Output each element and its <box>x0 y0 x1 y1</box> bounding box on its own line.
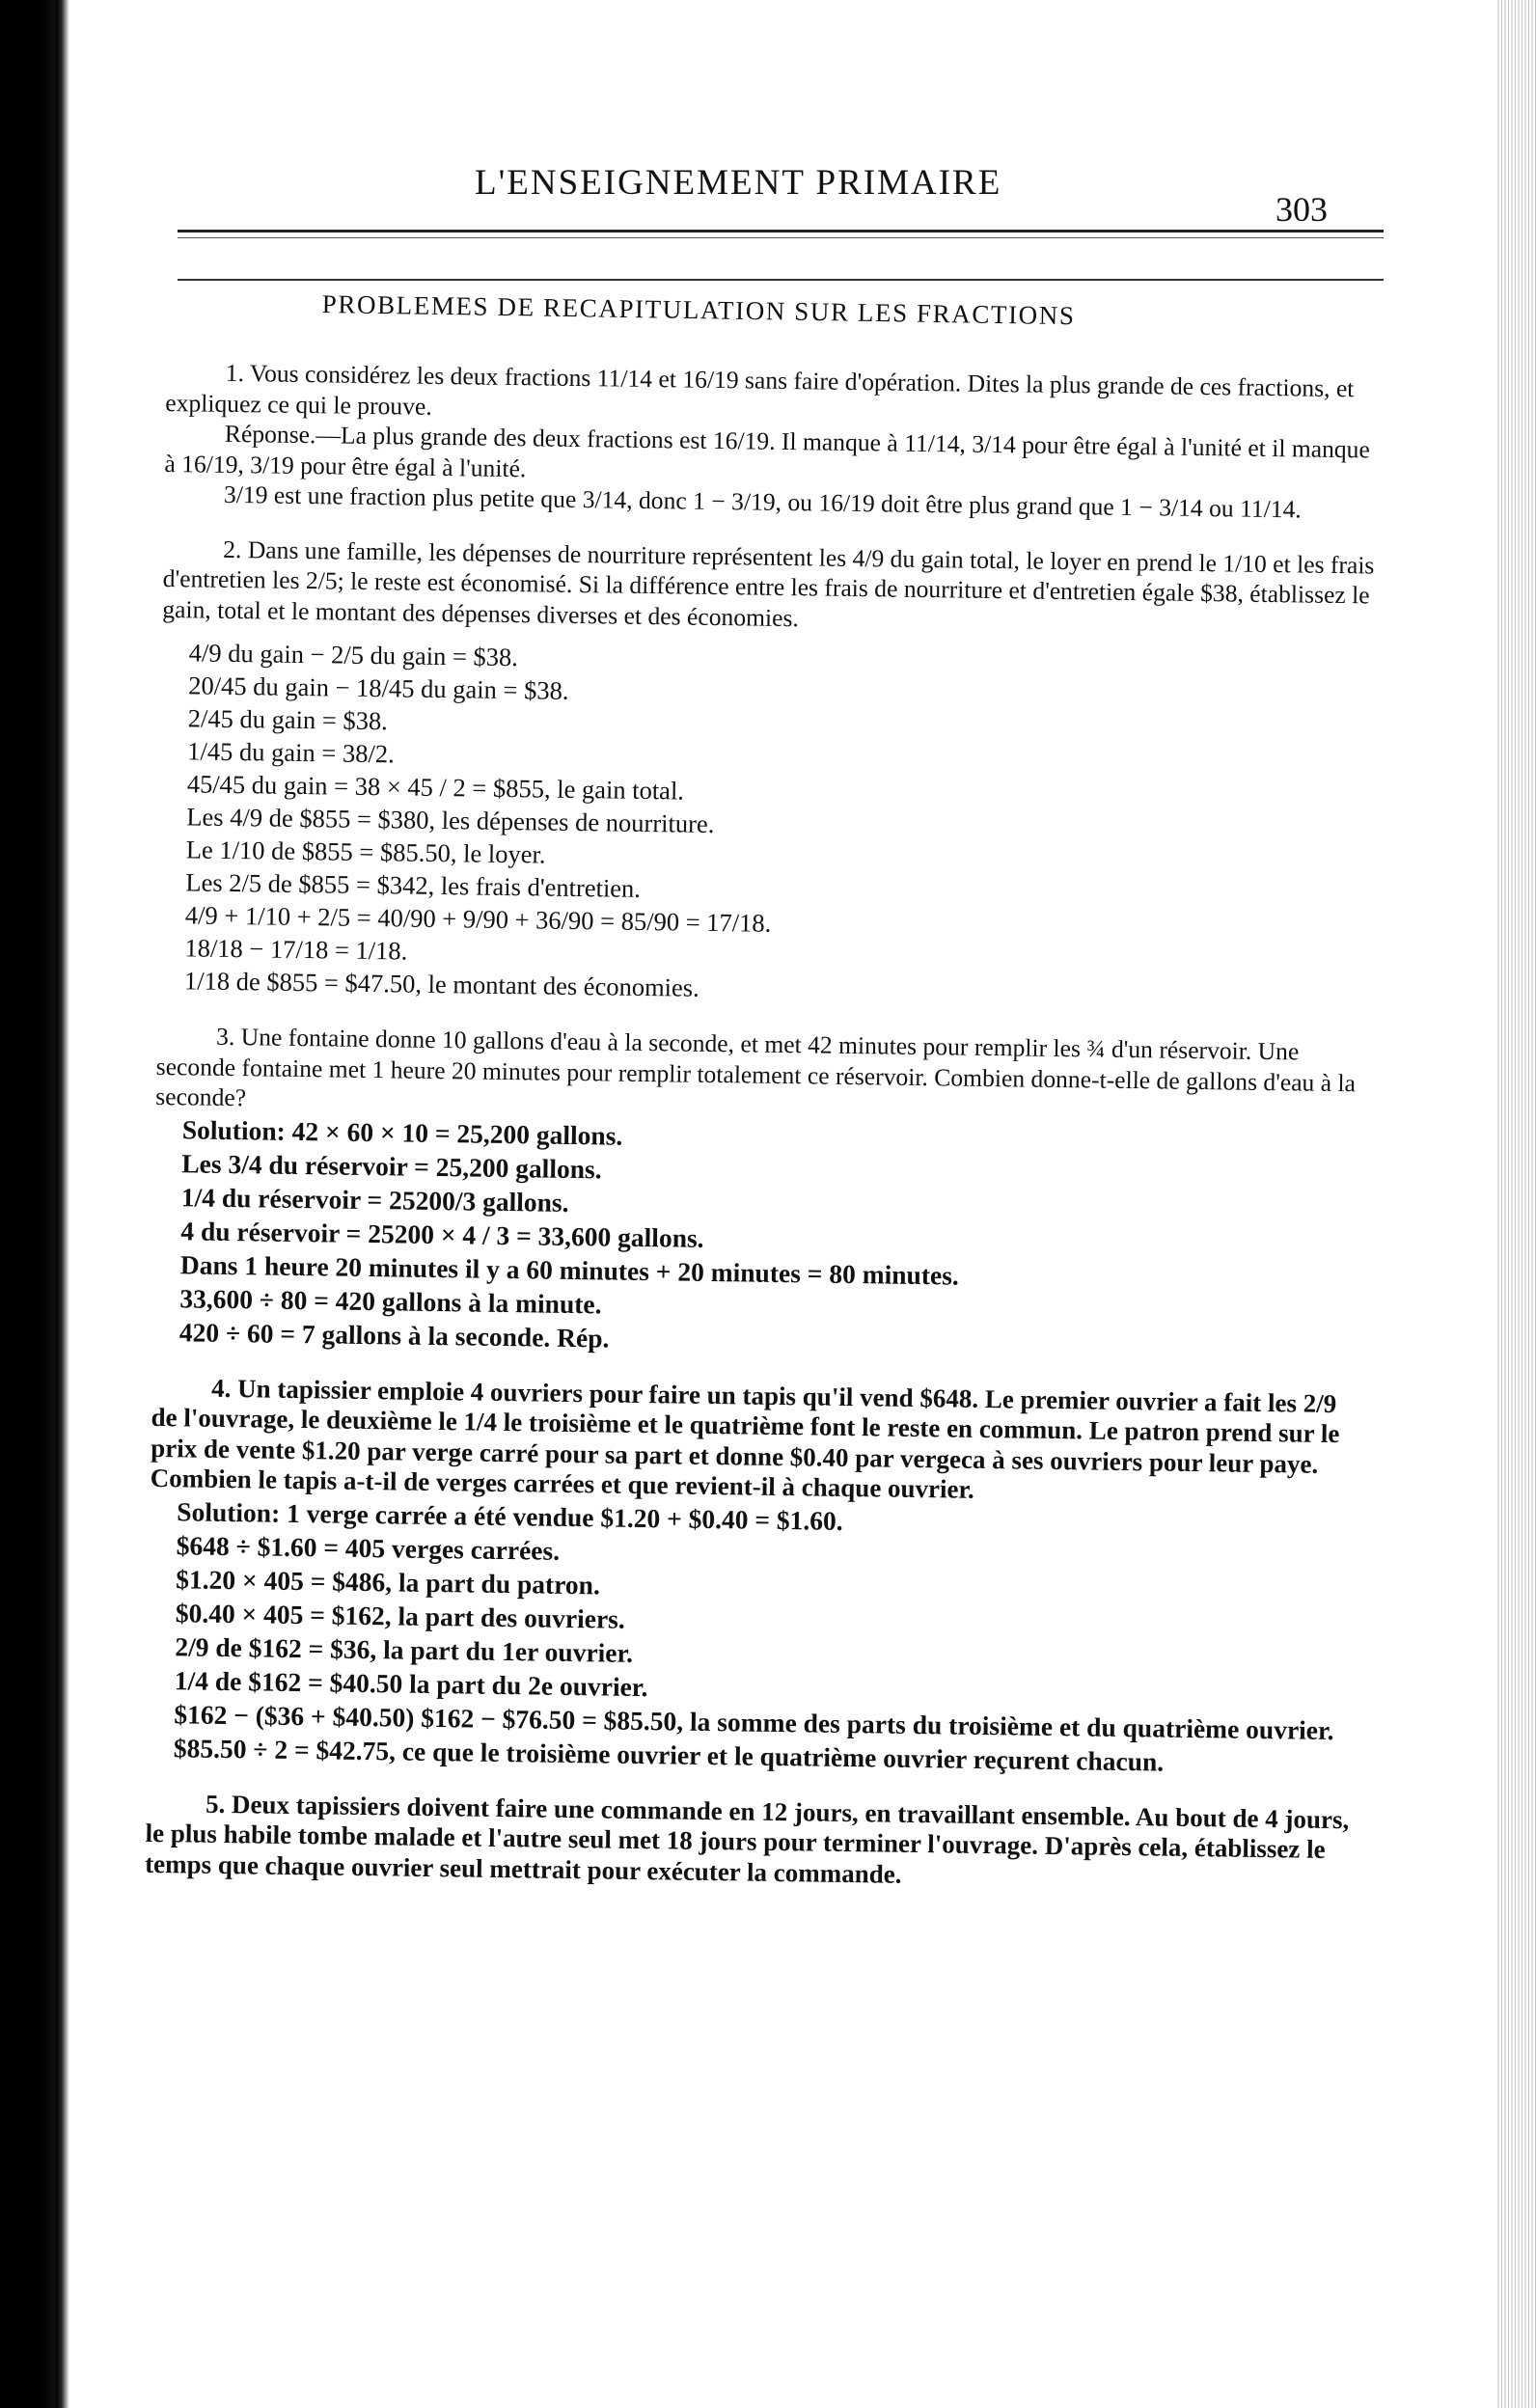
problem-3-line-7: 420 ÷ 60 = 7 gallons à la seconde. Rép. <box>178 1316 610 1354</box>
problem-5-statement: 5. Deux tapissiers doivent faire une commande en 12 jours, en travaillant ensemble. Au bout de 4 jours, le plus habile tombe malade et l'autre seul met 18 jours pour terminer l'ouvrage. D'après cela, établissez le temps que chaque ouvrier seul mettrait pour exécuter la commande. <box>144 1789 1350 1889</box>
page-number: 303 <box>1275 190 1328 229</box>
problem-3-statement: 3. Une fontaine donne 10 gallons d'eau à la seconde, et met 42 minutes pour remplir les ¾ d'un réservoir. Une seconde fontaine met 1 heure 20 minutes pour remplir totalement ce réservoir. Combien donne-t-elle de gallons d'eau à la seconde? <box>155 1022 1357 1112</box>
problem-1-answer: Réponse.—La plus grande des deux fractions est 16/19. Il manque à 11/14, 3/14 pour être égal à l'unité et il manque à 16/19, 3/19 pour être égal à l'unité. <box>164 419 1371 482</box>
problem-2-line-10: 18/18 − 17/18 = 1/18. <box>184 933 408 966</box>
problem-2-line-7: Le 1/10 de $855 = $85.50, le loyer. <box>185 835 546 869</box>
problem-2-line-9: 4/9 + 1/10 + 2/5 = 40/90 + 9/90 + 36/90 = 85/90 = 17/18. <box>184 900 772 938</box>
problem-4-statement: 4. Un tapissier emploie 4 ouvriers pour faire un tapis qu'il vend $648. Le premier ouvrier a fait les 2/9 de l'ouvrage, le deuxième le 1/4 le troisième et le quatrième font le reste en commun. Le patron prend sur le prix de vente $1.20 par verge carré pour sa part et donne $0.40 par vergeca à ses ouvriers pour leur paye. Combien le tapis a-t-il de verges carrées et que revient-il à chaque ouvrier. <box>150 1373 1340 1504</box>
problem-2-line-8: Les 2/5 de $855 = $342, les frais d'entretien. <box>185 867 642 903</box>
problem-1-answer-cont: 3/19 est une fraction plus petite que 3/14, donc 1 − 3/19, ou 16/19 doit être plus grand que 1 − 3/14 ou 11/14. <box>223 479 1303 524</box>
problem-2-line-11: 1/18 de $855 = $47.50, le montant des économies. <box>183 966 699 1002</box>
header-rule <box>178 230 1384 233</box>
problem-4-line-4: $0.40 × 405 = $162, la part des ouvriers. <box>175 1597 625 1634</box>
book-binding <box>0 0 58 2408</box>
page-gutter-shadow <box>56 0 69 2408</box>
header-rule-lower <box>178 279 1384 281</box>
problem-4-line-1: Solution: 1 verge carrée a été vendue $1.20 + $0.40 = $1.60. <box>177 1495 843 1536</box>
section-title: PROBLEMES DE RECAPITULATION SUR LES FRACTIONS <box>321 289 1076 331</box>
problem-2-statement: 2. Dans une famille, les dépenses de nourriture représentent les 4/9 du gain total, le loyer en prend le 1/10 et les frais d'entretien les 2/5; le reste est économisé. Si la différence entre les frais de nourriture et d'entretien égale $38, établissez le gain, total et le montant des dépenses diverses et des économies. <box>162 534 1375 632</box>
problem-3-line-3: 1/4 du réservoir = 25200/3 gallons. <box>180 1181 569 1218</box>
problem-3-line-5: Dans 1 heure 20 minutes il y a 60 minutes + 20 minutes = 80 minutes. <box>179 1248 960 1291</box>
problem-4-line-7: $162 − ($36 + $40.50) $162 − $76.50 = $85.50, la somme des parts du troisième et du quatrième ouvrier. <box>174 1698 1334 1745</box>
problem-2-line-5: 45/45 du gain = 38 × 45 / 2 = $855, le gain total. <box>186 769 685 806</box>
problem-1-statement: 1. Vous considérez les deux fractions 11/14 et 16/19 sans faire d'opération. Dites la plus grande de ces fractions, et expliquez ce qui le prouve. <box>165 358 1355 421</box>
page-edge-stack <box>1495 0 1536 2408</box>
book-page <box>56 0 1536 2408</box>
header-rule-thin <box>178 237 1384 238</box>
problem-2-line-4: 1/45 du gain = 38/2. <box>187 736 395 769</box>
problem-4-line-8: $85.50 ÷ 2 = $42.75, ce que le troisième ouvrier et le quatrième ouvrier reçurent chacun. <box>173 1732 1165 1777</box>
problem-2-line-3: 2/45 du gain = $38. <box>187 703 389 736</box>
problem-2-line-6: Les 4/9 de $855 = $380, les dépenses de nourriture. <box>186 802 715 838</box>
problem-3-line-6: 33,600 ÷ 80 = 420 gallons à la minute. <box>179 1282 602 1319</box>
problem-2-line-1: 4/9 du gain − 2/5 du gain = $38. <box>188 638 519 672</box>
problem-4-line-3: $1.20 × 405 = $486, la part du patron. <box>176 1563 601 1600</box>
problem-4-line-5: 2/9 de $162 = $36, la part du 1er ouvrier. <box>175 1630 634 1668</box>
problem-2-line-2: 20/45 du gain − 18/45 du gain = $38. <box>188 670 569 705</box>
problem-3-line-4: 4 du réservoir = 25200 × 4 / 3 = 33,600 gallons. <box>180 1215 704 1253</box>
running-title: L'ENSEIGNEMENT PRIMAIRE <box>475 163 1002 203</box>
page-body <box>145 357 1382 1896</box>
problem-3-line-2: Les 3/4 du réservoir = 25,200 gallons. <box>181 1147 602 1184</box>
problem-4-line-6: 1/4 de $162 = $40.50 la part du 2e ouvrier. <box>174 1664 648 1702</box>
problem-3-line-1: Solution: 42 × 60 × 10 = 25,200 gallons. <box>181 1113 623 1151</box>
problem-4-line-2: $648 ÷ $1.60 = 405 verges carrées. <box>176 1529 561 1566</box>
